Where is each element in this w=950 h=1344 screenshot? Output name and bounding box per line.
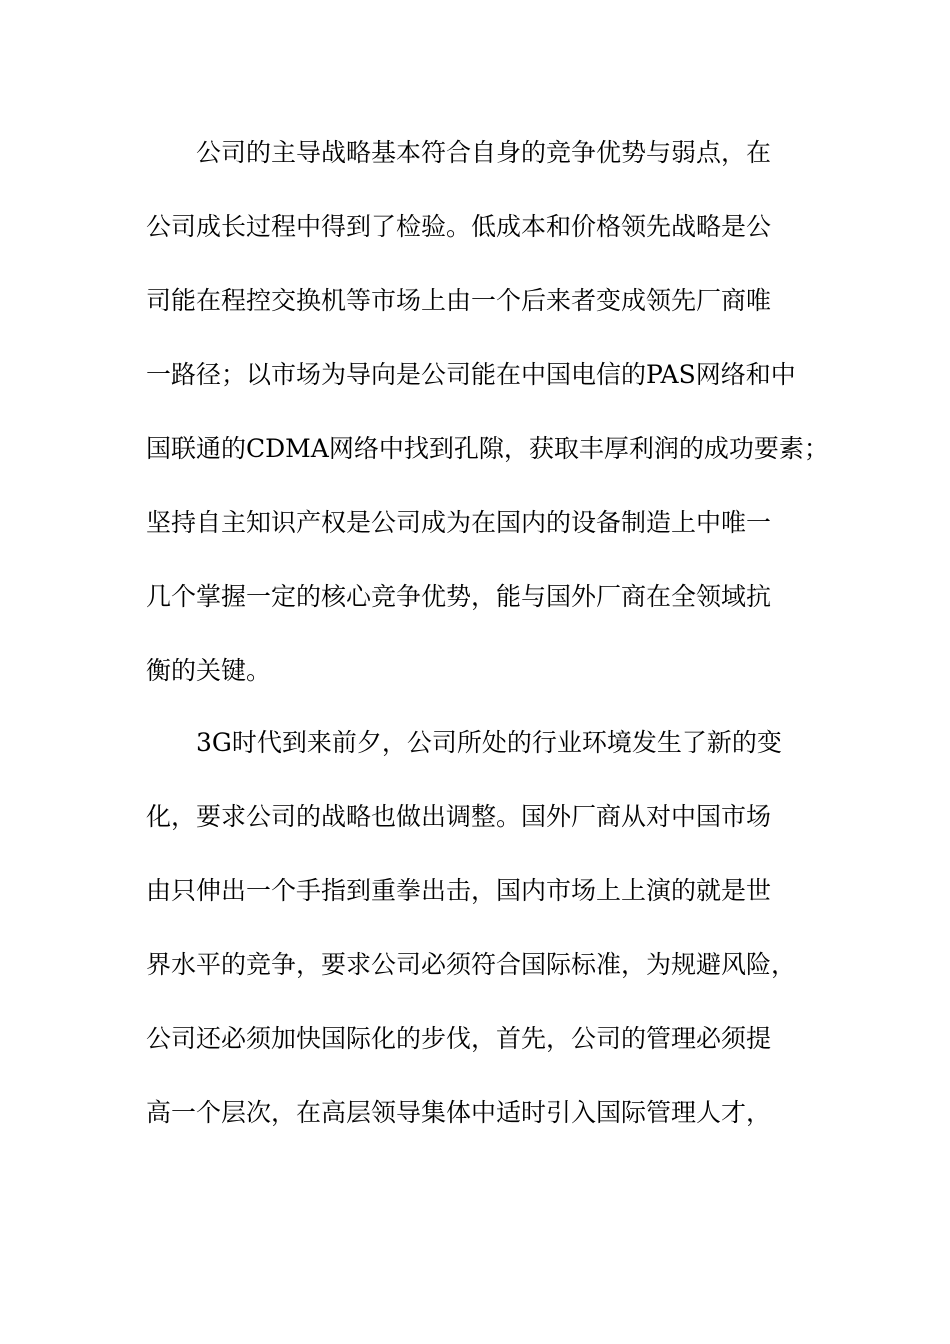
- paragraph-line: 公司还必须加快国际化的步伐，首先，公司的管理必须提: [146, 1024, 772, 1053]
- paragraph-line: 几个掌握一定的核心竞争优势，能与国外厂商在全领域抗: [146, 582, 772, 611]
- paragraph-line: 公司成长过程中得到了检验。低成本和价格领先战略是公: [146, 212, 772, 241]
- paragraph-line: 3G时代到来前夕，公司所处的行业环境发生了新的变: [196, 728, 782, 757]
- paragraph-line: 一路径；以市场为导向是公司能在中国电信的PAS网络和中: [146, 360, 796, 389]
- paragraph-line: 高一个层次，在高层领导集体中适时引入国际管理人才，: [146, 1098, 772, 1127]
- paragraph-line: 坚持自主知识产权是公司成为在国内的设备制造上中唯一: [146, 508, 772, 537]
- paragraph-line: 衡的关键。: [146, 656, 272, 685]
- paragraph-line: 公司的主导战略基本符合自身的竞争优势与弱点，在: [196, 138, 772, 167]
- paragraph-line: 化，要求公司的战略也做出调整。国外厂商从对中国市场: [146, 802, 772, 831]
- paragraph-line: 司能在程控交换机等市场上由一个后来者变成领先厂商唯: [146, 286, 772, 315]
- paragraph-line: 界水平的竞争，要求公司必须符合国际标准，为规避风险，: [146, 950, 797, 979]
- paragraph-line: 国联通的CDMA网络中找到孔隙，获取丰厚利润的成功要素；: [146, 434, 829, 463]
- paragraph-2: [146, 720, 826, 1164]
- paragraph-1: [146, 130, 829, 722]
- paragraph-line: 由只伸出一个手指到重拳出击，国内市场上上演的就是世: [146, 876, 772, 905]
